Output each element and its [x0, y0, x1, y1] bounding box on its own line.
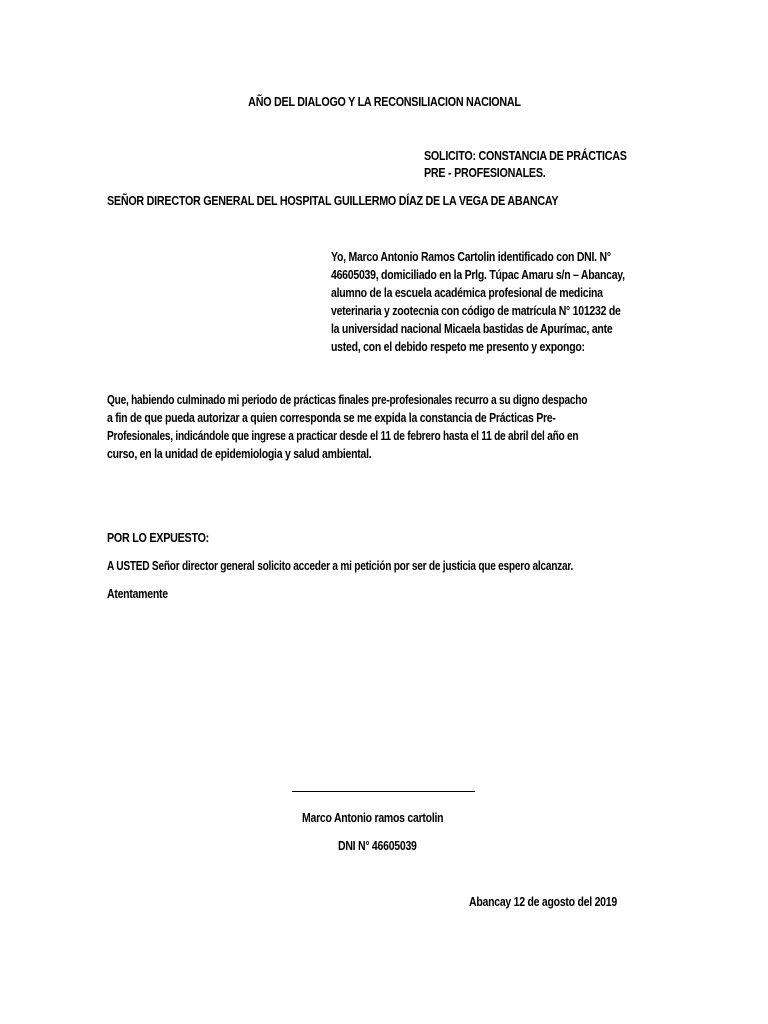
intro-line: 46605039, domiciliado en la Prlg. Túpac Amaru s/n – Abancay, — [331, 268, 625, 282]
body-line: Profesionales, indicándole que ingrese a practicar desde el 11 de febrero hasta el 11 de abril del año en — [107, 429, 579, 443]
subject-line-1: SOLICITO: CONSTANCIA DE PRÁCTICAS — [424, 149, 627, 163]
place-date: Abancay 12 de agosto del 2019 — [469, 895, 617, 909]
body-line: a fin de que pueda autorizar a quien corresponda se me expida la constancia de Prácticas Pre- — [107, 411, 556, 425]
addressee: SEÑOR DIRECTOR GENERAL DEL HOSPITAL GUILLERMO DÍAZ DE LA VEGA DE ABANCAY — [107, 194, 559, 208]
petition-text: A USTED Señor director general solicito acceder a mi petición por ser de justicia que espero alcanzar. — [107, 559, 574, 573]
por-lo-expuesto-heading: POR LO EXPUESTO: — [107, 531, 210, 545]
intro-line: veterinaria y zootecnia con código de matrícula N° 101232 de — [331, 304, 621, 318]
intro-line: Yo, Marco Antonio Ramos Cartolin identificado con DNI. N° — [331, 250, 611, 264]
closing-text: Atentamente — [107, 587, 168, 601]
intro-line: usted, con el debido respeto me presento y expongo: — [331, 340, 585, 354]
signature-name: Marco Antonio ramos cartolin — [302, 811, 444, 825]
header-title: AÑO DEL DIALOGO Y LA RECONSILIACION NACIONAL — [247, 95, 521, 109]
body-line: Que, habiendo culminado mi periodo de prácticas finales pre-profesionales recurro a su digno despacho — [107, 393, 588, 407]
subject-line-2: PRE - PROFESIONALES. — [424, 166, 546, 180]
signature-dni: DNI N° 46605039 — [338, 839, 417, 853]
signature-line — [292, 791, 475, 792]
body-line: curso, en la unidad de epidemiologia y salud ambiental. — [107, 447, 372, 461]
header-title-row — [0, 93, 768, 111]
intro-line: la universidad nacional Micaela bastidas de Apurímac, ante — [331, 322, 613, 336]
intro-line: alumno de la escuela académica profesional de medicina — [331, 286, 603, 300]
